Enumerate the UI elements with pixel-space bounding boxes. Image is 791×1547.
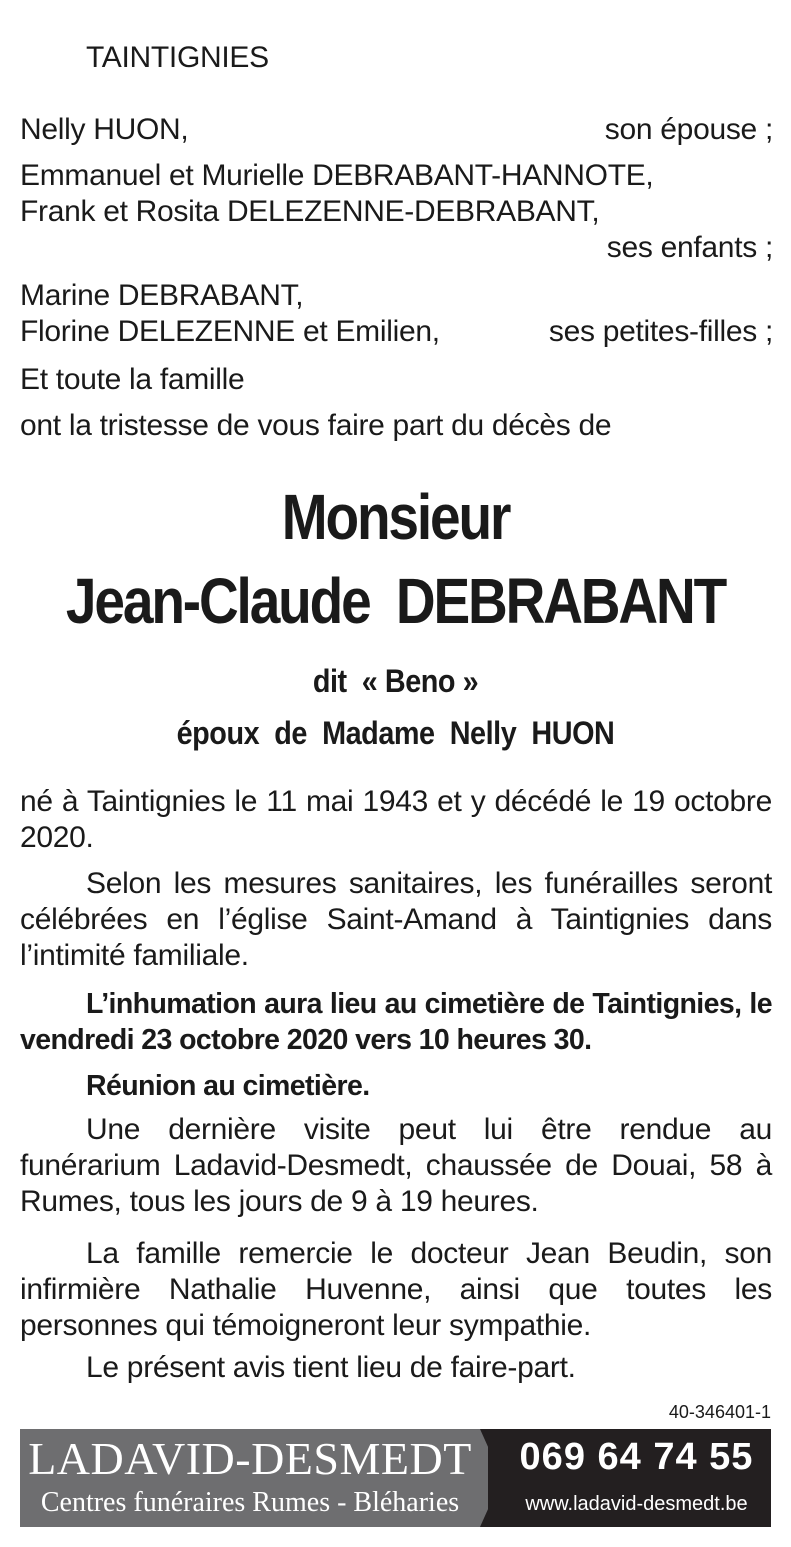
family-child-1: Emmanuel et Murielle DEBRABANT-HANNOTE, (20, 159, 654, 192)
family-grandchild-2: Florine DELEZENNE et Emilien, (20, 315, 440, 348)
family-extended: Et toute la famille (20, 363, 245, 396)
meeting-paragraph: Réunion au cimetière. (86, 1070, 370, 1102)
deceased-nickname: dit « Beno » (312, 663, 479, 699)
brand-tagline: Centres funéraires Rumes - Bléharies (40, 1487, 460, 1518)
funeral-home-banner (20, 1429, 771, 1527)
deceased-title: Monsieur (281, 481, 510, 553)
visit-paragraph: Une dernière visite peut lui être rendue au funérarium Ladavid-Desmedt, chaussée de Douai, 58 à Rumes, tous les jours de 9 à 19 heures. (20, 1113, 772, 1218)
family-children-relation: ses enfants ; (606, 231, 773, 264)
funeral-paragraph: Selon les mesures sanitaires, les funérailles seront célébrées en l’église Saint-Amand à Taintignies dans l’intimité familiale. (20, 867, 772, 972)
family-child-2: Frank et Rosita DELEZENNE-DEBRABANT, (20, 195, 600, 228)
deceased-name: Jean-Claude DEBRABANT (65, 565, 726, 637)
reference-number: 40-346401-1 (668, 1402, 771, 1422)
burial-paragraph: L’inhumation aura lieu au cimetière de Taintignies, le vendredi 23 octobre 2020 vers 10 heures 30. (20, 988, 772, 1056)
thanks-paragraph: La famille remercie le docteur Jean Beudin, son infirmière Nathalie Huvenne, ainsi que toutes les personnes qui témoigneront leur sympathie. (20, 1237, 772, 1342)
announcement-line: ont la tristesse de vous faire part du décès de (20, 409, 612, 442)
brand-logo (20, 1429, 480, 1527)
phone-number[interactable]: 069 64 74 55 (519, 1436, 754, 1478)
family-grandchild-1: Marine DEBRABANT, (20, 279, 304, 312)
website-link[interactable]: www.ladavid-desmedt.be (525, 1493, 748, 1515)
notice-paragraph: Le présent avis tient lieu de faire-part. (86, 1351, 576, 1384)
birth-death-paragraph: né à Taintignies le 11 mai 1943 et y décédé le 19 octobre 2020. (20, 785, 772, 854)
family-spouse-name: Nelly HUON, (20, 113, 189, 146)
deceased-spouse: époux de Madame Nelly HUON (176, 715, 615, 751)
town-header: TAINTIGNIES (86, 41, 269, 74)
brand-name: LADAVID-DESMEDT (28, 1433, 472, 1484)
family-grandchildren-relation: ses petites-filles ; (548, 315, 773, 348)
family-spouse-relation: son épouse ; (604, 113, 773, 146)
